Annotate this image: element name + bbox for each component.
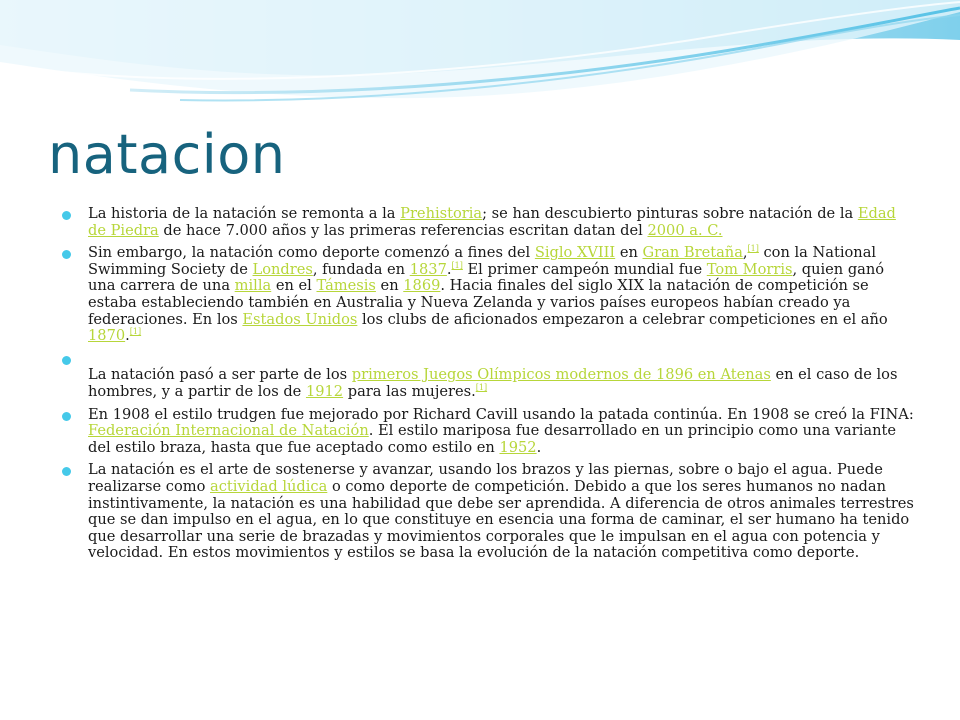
body-text: en el caso de los hombres, y a partir de los de [88, 366, 898, 400]
hyperlink[interactable]: Federación Internacional de Natación [88, 422, 369, 440]
hyperlink[interactable]: 1912 [305, 382, 344, 400]
body-text: , quien ganó una carrera de una [88, 260, 885, 295]
hyperlink[interactable]: Tom Morris [706, 260, 793, 278]
body-text: Sin embargo, la natación como deporte comenzó a fines del [88, 244, 535, 262]
bullet-dot-icon [62, 356, 71, 365]
body-text: en [375, 277, 404, 295]
body-text: En 1908 el estilo trudgen fue mejorado por Richard Cavill usando la patada continúa. En 1908 se creó la FINA: [88, 405, 914, 423]
reference-superscript [748, 244, 759, 253]
bullet-item [62, 245, 914, 345]
bullet-dot-icon [62, 211, 71, 220]
body-text: para las mujeres. [343, 382, 476, 400]
body-text: en [615, 244, 643, 262]
body-text: La natación pasó a ser parte de los [88, 366, 352, 384]
body-text: . [536, 438, 542, 456]
body-text: . [446, 260, 452, 278]
body-text: de hace 7.000 años y las primeras referencias escritan datan del [158, 221, 648, 239]
body-text: El primer campeón mundial fue [462, 260, 707, 278]
reference-link[interactable]: [1] [451, 260, 463, 270]
bullet-item [62, 462, 914, 562]
bullet-list [62, 206, 914, 562]
bullet-dot-icon [62, 467, 71, 476]
hyperlink[interactable]: Támesis [316, 277, 376, 295]
reference-superscript [130, 327, 141, 336]
body-text: La historia de la natación se remonta a la [88, 205, 401, 222]
body-text: . Hacia finales del siglo XIX la natación de competición se estaba estableciendo también en Australia y Nueva Zelanda y varios países europeos habían creado ya federaciones. En los [88, 277, 869, 328]
body-text: ; se han descubierto pinturas sobre natación de la [482, 205, 858, 222]
bullet-item [62, 351, 914, 401]
body-text: con la National Swimming Society de [88, 244, 877, 278]
hyperlink[interactable]: 2000 a. C. [647, 221, 723, 239]
body-text: los clubs de aficionados empezaron a celebrar competiciones en el año [357, 310, 888, 328]
hyperlink[interactable]: Estados Unidos [242, 310, 358, 328]
hyperlink[interactable]: Londres [252, 260, 313, 278]
reference-link[interactable]: [1] [747, 244, 759, 254]
body-text: La natación es el arte de sostenerse y avanzar, usando los brazos y las piernas, sobre o bajo el agua. Puede realizarse como [88, 461, 883, 495]
body-text: , fundada en [312, 260, 410, 278]
hyperlink[interactable]: Siglo XVIII [534, 244, 616, 262]
body-text: o como deporte de competición. Debido a que los seres humanos no nadan instintivamente, la natación es una habilidad que debe ser aprendida. A diferencia de otros animales terrestres que se dan impulso en el agua, en lo que constituye en esencia una forma de caminar, el ser humano ha tenido que desarrollar una serie de brazadas y movimientos corporales que le impulsan en el agua con potencia y velocidad. En estos movimientos y estilos se basa la evolución de la natación competitiva como deporte. [88, 477, 914, 562]
body-text: , [742, 244, 748, 262]
body-text: en el [271, 277, 317, 295]
bullet-dot-icon [62, 412, 71, 421]
bullet-item [62, 407, 914, 457]
bullet-dot-icon [62, 250, 71, 259]
body-text: . El estilo mariposa fue desarrollado en un principio como una variante del estilo braza, hasta que fue aceptado como estilo en [88, 422, 896, 456]
hyperlink[interactable]: 1837 [409, 260, 447, 278]
hyperlink[interactable]: Prehistoria [400, 205, 483, 222]
blank-line [88, 351, 914, 368]
reference-link[interactable]: [1] [475, 383, 488, 393]
hyperlink[interactable]: 1870 [88, 327, 126, 345]
slide-body [62, 206, 914, 568]
hyperlink[interactable]: Gran Bretaña [642, 244, 743, 262]
bullet-item [62, 206, 914, 239]
reference-link[interactable]: [1] [129, 327, 142, 337]
hyperlink[interactable]: 1952 [499, 438, 537, 456]
hyperlink[interactable]: actividad lúdica [210, 477, 328, 495]
hyperlink[interactable]: milla [234, 277, 272, 295]
hyperlink[interactable]: 1869 [403, 277, 441, 295]
header-wave-decoration [0, 0, 960, 110]
slide-title: natacion [48, 123, 286, 186]
reference-superscript [476, 383, 487, 392]
reference-superscript [452, 261, 463, 270]
hyperlink[interactable]: primeros Juegos Olímpicos modernos de 1896 en Atenas [351, 366, 771, 384]
hyperlink[interactable]: Edad de Piedra [88, 205, 896, 239]
body-text: . [125, 327, 130, 345]
